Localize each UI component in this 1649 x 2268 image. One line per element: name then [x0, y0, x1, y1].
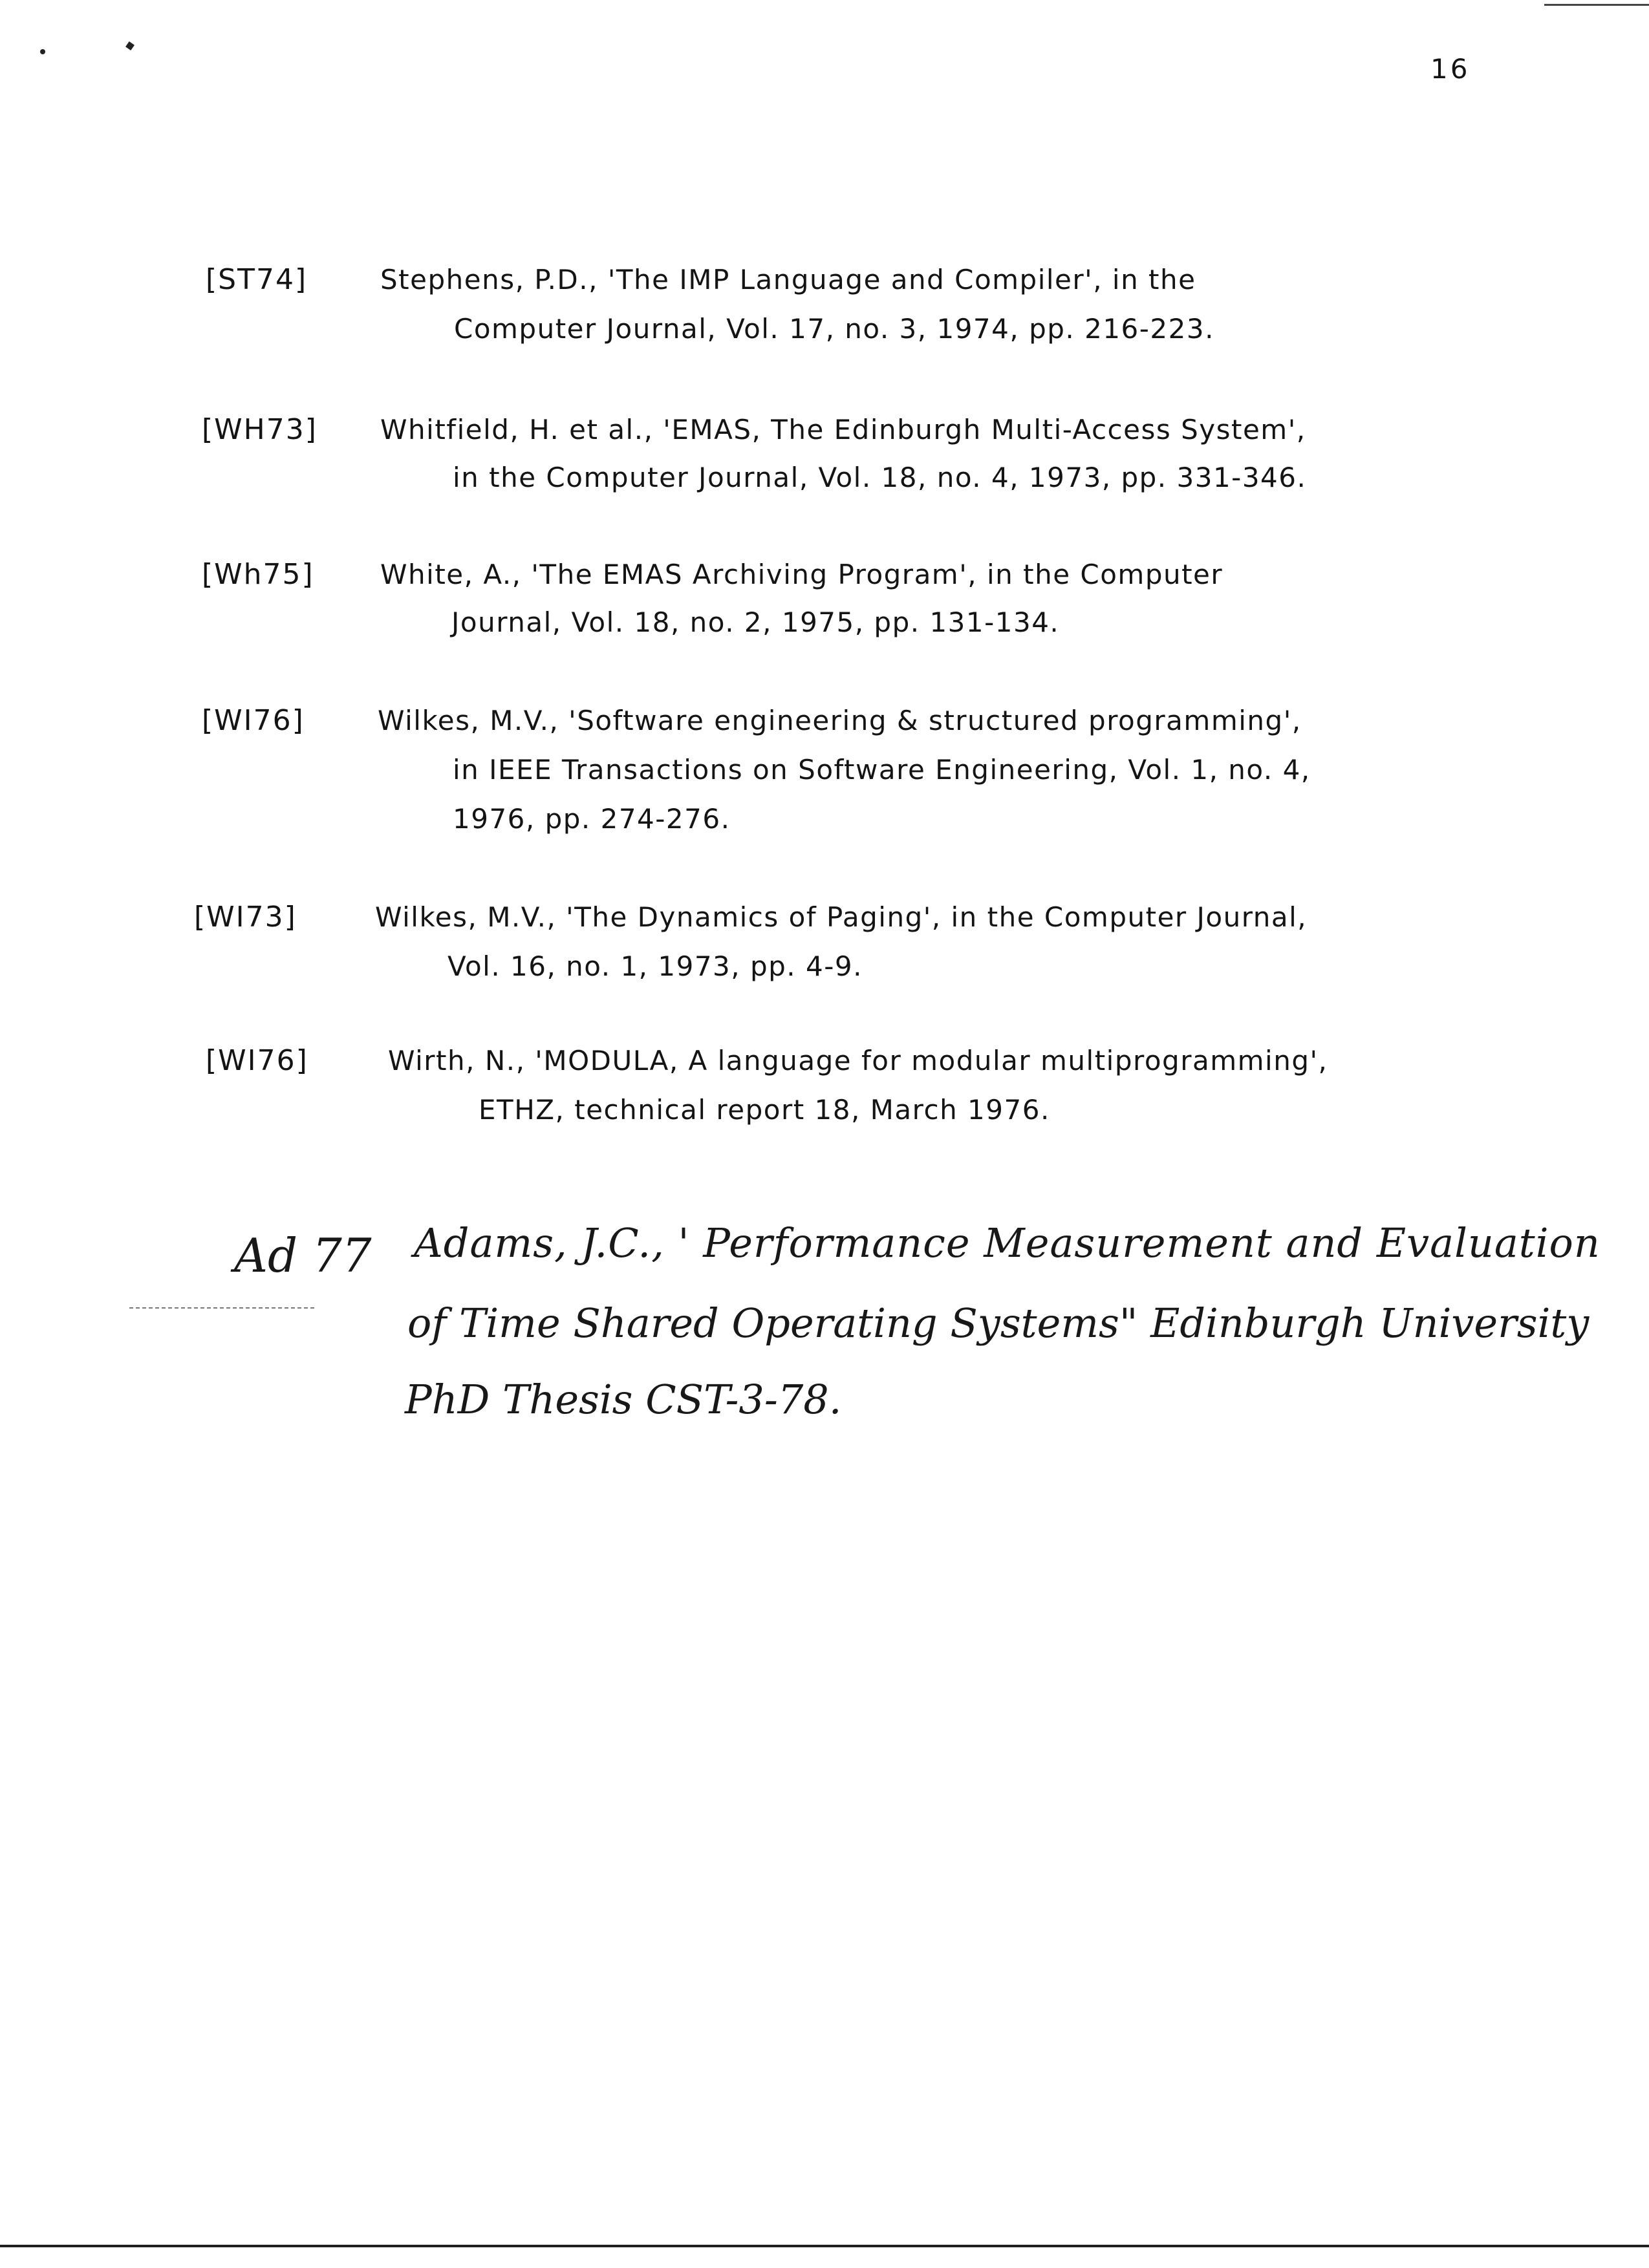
scan-speck [125, 41, 135, 50]
scan-edge-line-bottom [0, 2245, 1649, 2247]
reference-line: Wilkes, M.V., 'Software engineering & structured programming', [378, 705, 1302, 736]
reference-key: [WH73] [202, 413, 318, 446]
reference-line: Wilkes, M.V., 'The Dynamics of Paging', in the Computer Journal, [375, 901, 1308, 933]
reference-line: Whitfield, H. et al., 'EMAS, The Edinburgh Multi-Access System', [380, 414, 1306, 445]
reference-key: [Wh75] [202, 558, 314, 591]
reference-key: [WI76] [206, 1044, 308, 1077]
reference-entry [206, 1037, 1518, 1140]
handwritten-line: Adams, J.C., ' Performance Measurement and Evaluation [414, 1219, 1600, 1267]
reference-entry [202, 551, 1514, 654]
reference-line: in IEEE Transactions on Software Engineering, Vol. 1, no. 4, [453, 754, 1311, 786]
reference-entry [194, 893, 1513, 997]
page-number: 16 [1430, 53, 1471, 85]
reference-line: Vol. 16, no. 1, 1973, pp. 4-9. [447, 950, 863, 982]
handwritten-line: of Time Shared Operating Systems" Edinburgh University [407, 1300, 1590, 1347]
reference-key: [WI76] [202, 704, 305, 737]
reference-entry [202, 697, 1514, 846]
reference-entry [202, 406, 1514, 509]
handwritten-key: Ad 77 [234, 1228, 372, 1283]
reference-line: Wirth, N., 'MODULA, A language for modular multiprogramming', [388, 1045, 1328, 1076]
scan-speck [40, 49, 45, 54]
reference-line: ETHZ, technical report 18, March 1976. [479, 1094, 1050, 1126]
reference-key: [WI73] [194, 901, 297, 934]
reference-line: White, A., 'The EMAS Archiving Program', in the Computer [380, 559, 1223, 590]
scan-dashed-line [129, 1307, 317, 1309]
handwritten-line: PhD Thesis CST-3-78. [405, 1376, 842, 1423]
reference-line: Stephens, P.D., 'The IMP Language and Compiler', in the [380, 264, 1196, 295]
reference-line: 1976, pp. 274-276. [453, 803, 731, 835]
reference-line: Computer Journal, Vol. 17, no. 3, 1974, pp. 216-223. [454, 313, 1214, 345]
scan-edge-line-top [1544, 4, 1649, 6]
reference-entry [206, 256, 1512, 359]
reference-key: [ST74] [206, 263, 308, 296]
reference-line: in the Computer Journal, Vol. 18, no. 4, 1973, pp. 331-346. [453, 462, 1307, 493]
reference-line: Journal, Vol. 18, no. 2, 1975, pp. 131-134. [451, 606, 1060, 638]
